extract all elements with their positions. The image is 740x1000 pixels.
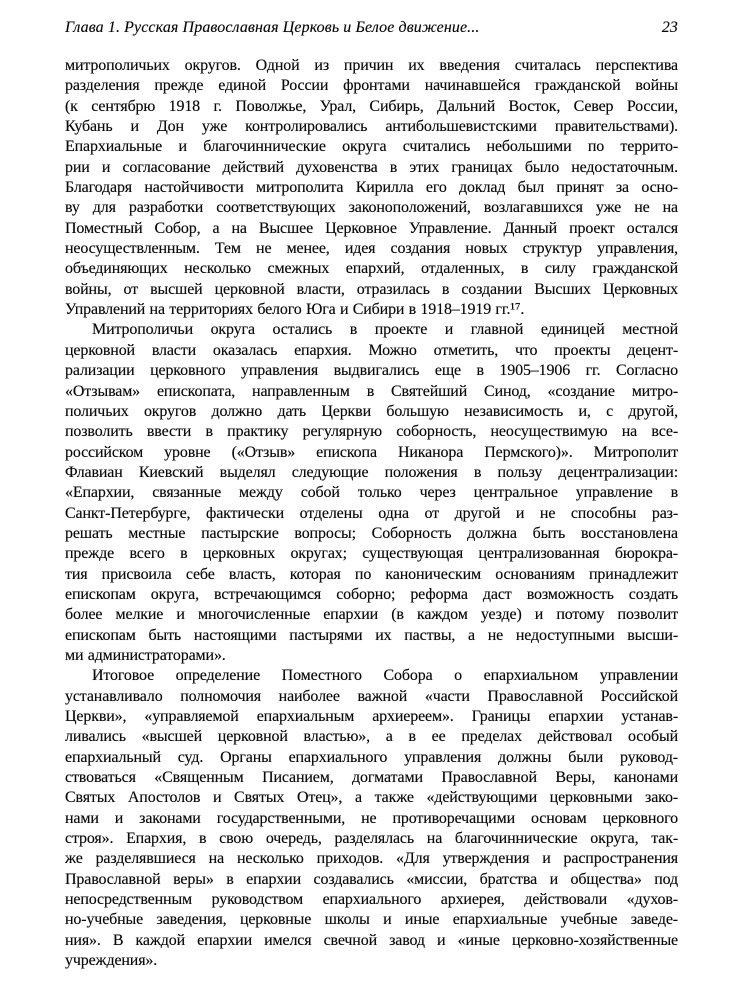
text-line: Благодаря настойчивости митрополита Кирилла его доклад был принят за осно- xyxy=(65,179,678,197)
text-line: ву для разработки соответствующих законоположений, возлагавшихся уже не на xyxy=(65,199,678,217)
text-line: ми администраторами». xyxy=(65,646,226,664)
text-line: тия присвоила себе власть, которая по каноническим основаниям принадлежит xyxy=(65,565,678,583)
text-line: епископам округа, встречающимся соборно; реформа даст возможность создать xyxy=(65,585,678,603)
text-line: «Отзывам» епископата, направленным в Святейший Синод, «создание митро- xyxy=(65,382,678,400)
text-line: учреждения». xyxy=(65,952,158,970)
text-line: непосредственным руководством епархиального архиерея, действовали «духов- xyxy=(65,891,678,909)
page-number: 23 xyxy=(661,19,678,36)
text-line: поличьих округов должно дать Церкви большую независимость и, с другой, xyxy=(65,402,678,420)
text-line: епархиальный суд. Органы епархиального управления должны были руковод- xyxy=(65,748,678,766)
text-line: но-учебные заведения, церковные школы и иные епархиальные учебные заведе- xyxy=(65,911,678,929)
text-line: рии и согласование действий духовенства в этих границах было недостаточным. xyxy=(65,158,678,176)
text-line: Святых Апостолов и Святых Отец», а также «действующими церковными зако- xyxy=(65,789,678,807)
text-line: же разделявшиеся на несколько приходов. «Для утверждения и распространения xyxy=(65,850,678,868)
text-line: Кубань и Дон уже контролировались антибольшевистскими правительствами). xyxy=(65,118,678,136)
text-line: позволить ввести в практику регулярную соборность, неосуществимую на все- xyxy=(65,423,678,441)
text-line: Флавиан Киевский выделял следующие положения в пользу децентрализации: xyxy=(65,463,678,481)
chapter-running-title: Глава 1. Русская Православная Церковь и Белое движение... xyxy=(65,19,480,36)
text-line: объединяющих несколько смежных епархий, отдаленных, в силу гражданской xyxy=(65,260,678,278)
text-line: Епархиальные и благочиннические округа считались небольшими по террито- xyxy=(65,138,678,156)
text-line: разделения прежде единой России фронтами начинавшейся гражданской войны xyxy=(65,77,678,95)
text-line: войны, от высшей церковной власти, отразилась в создании Высших Церковных xyxy=(65,280,678,298)
text-line: епископам быть настоящими пастырями их паствы, а не недоступными высши- xyxy=(65,626,678,644)
text-line: «Епархии, связанные между собой только через центральное управление в xyxy=(65,484,678,502)
text-line: более мелкие и многочисленные епархии (в каждом уезде) и потому позволит xyxy=(65,606,678,624)
text-line: российском уровне («Отзыв» епископа Никанора Пермского)». Митрополит xyxy=(65,443,678,461)
text-line: рализации церковного управления выдвигались еще в 1905–1906 гг. Согласно xyxy=(65,362,678,380)
text-line: (к сентябрю 1918 г. Поволжье, Урал, Сибирь, Дальний Восток, Север России, xyxy=(65,97,678,115)
text-line: Санкт-Петербурге, фактически отделены одна от другой и не способны раз- xyxy=(65,504,678,522)
text-line: ния». В каждой епархии имелся свечной завод и «иные церковно-хозяйственные xyxy=(65,931,678,949)
text-block xyxy=(65,56,678,971)
text-line: неосуществленным. Тем не менее, идея создания новых структур управления, xyxy=(65,240,678,258)
text-line: Поместный Собор, а на Высшее Церковное Управление. Данный проект остался xyxy=(65,219,678,237)
text-line: нами и законами государственными, не противоречащими основам церковного xyxy=(65,809,678,827)
text-line: прежде всего в церковных округах; существующая централизованная бюрокра- xyxy=(65,545,678,563)
text-line: церковной власти оказалась епархия. Можно отметить, что проекты децент- xyxy=(65,341,678,359)
text-line: Церкви», «управляемой епархиальным архиереем». Границы епархии устанав- xyxy=(65,708,678,725)
text-line: устанавливало полномочия наиболее важной «части Православной Российской xyxy=(65,687,678,705)
text-line: ливались «высшей церковной властью», а в ее пределах действовал особый xyxy=(65,728,678,746)
text-line: митрополичьих округов. Одной из причин их введения считалась перспектива xyxy=(65,57,678,74)
text-line: решать местные пастырские вопросы; Соборность должна быть восстановлена xyxy=(65,524,678,542)
text-line: Итоговое определение Поместного Собора о епархиальном управлении xyxy=(92,667,678,685)
text-line: Управлений на территориях белого Юга и Сибири в 1918–1919 гг.¹⁷. xyxy=(65,301,525,319)
text-line: строя». Епархия, в свою очередь, разделялась на благочиннические округа, так- xyxy=(65,830,678,848)
running-header xyxy=(65,19,678,37)
text-line: Православной веры» в епархии создавались «миссии, братства и общества» под xyxy=(65,870,678,888)
text-line: Митрополичьи округа остались в проекте и главной единицей местной xyxy=(92,321,678,339)
text-line: ствоваться «Священным Писанием, догматами Православной Веры, канонами xyxy=(65,769,678,787)
